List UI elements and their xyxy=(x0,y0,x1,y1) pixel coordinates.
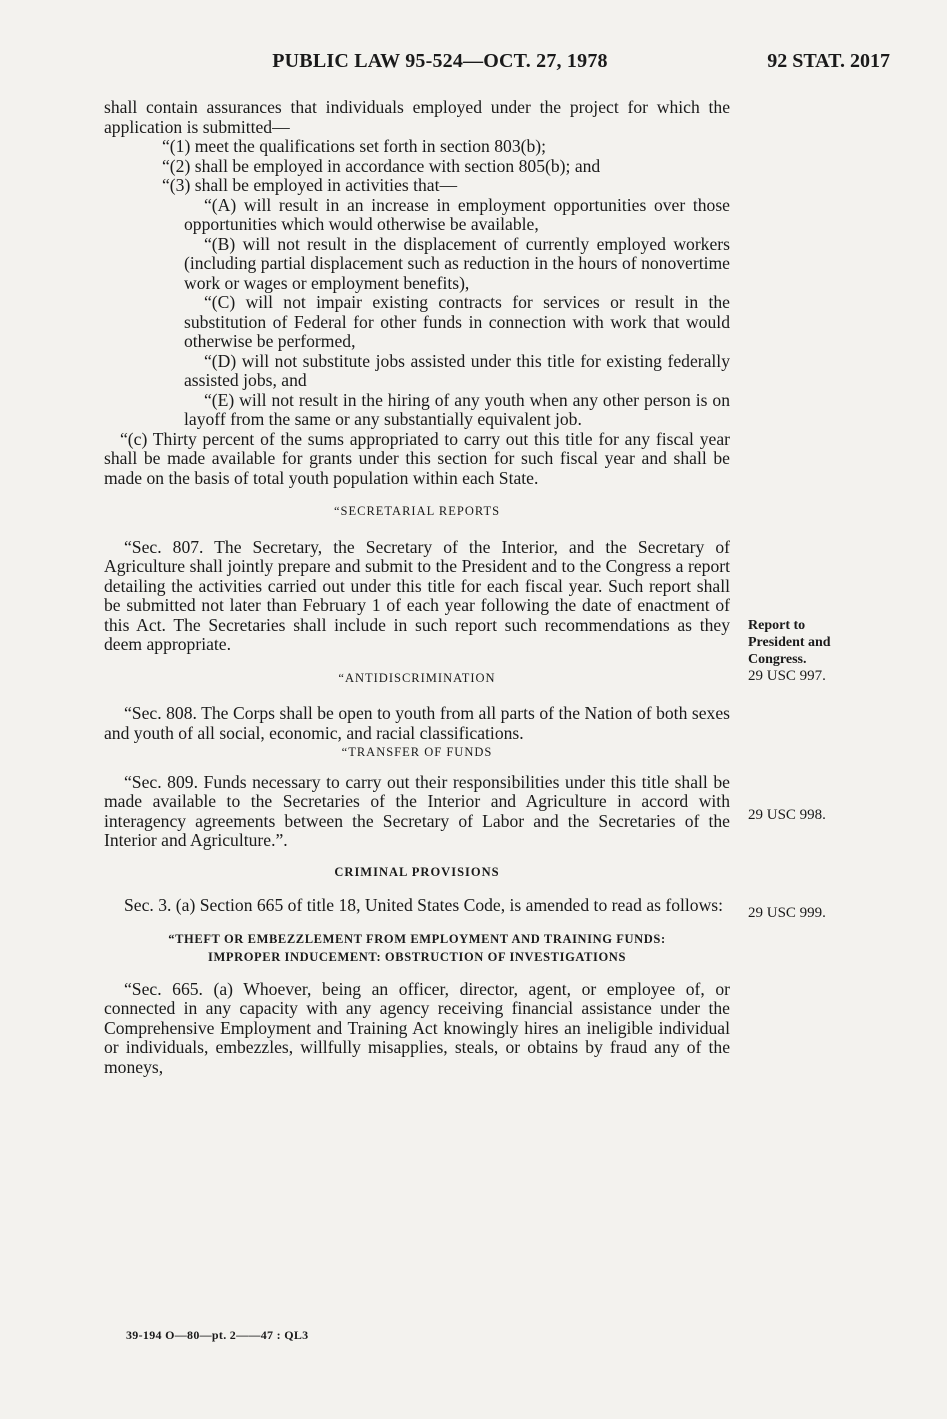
sub-item-c: “(C) will not impair existing contracts for services or result in the substitution of Federal for other funds in connection with work that would otherwise be performed, xyxy=(184,292,730,351)
margin-report-line-3: Congress. xyxy=(748,652,807,667)
sub-item-a: “(A) will result in an increase in employment opportunities over those opportunities which would otherwise be available, xyxy=(184,194,730,234)
section-808: “Sec. 808. The Corps shall be open to youth from all parts of the Nation of both sexes and youth of all social, economic, and racial classifications. xyxy=(104,703,730,743)
sub-item-e: “(E) will not result in the hiring of any youth when any other person is on layoff from the same or any substantially equivalent job. xyxy=(184,389,730,429)
page-header-title: PUBLIC LAW 95-524—OCT. 27, 1978 xyxy=(272,50,608,72)
margin-note-usc-998: 29 USC 998. xyxy=(748,807,826,823)
paragraph-c: “(c) Thirty percent of the sums appropriated to carry out this title for any fiscal year shall be made available for grants under this section for such fiscal year and shall be made on the basis of total youth population within each State. xyxy=(104,428,730,488)
margin-report-line-2: President and xyxy=(748,635,831,650)
heading-theft-line-2: IMPROPER INDUCEMENT: OBSTRUCTION OF INVESTIGATIONS xyxy=(207,949,626,964)
page-header-stat: 92 STAT. 2017 xyxy=(767,50,890,72)
heading-theft-embezzlement xyxy=(104,930,730,966)
document-body xyxy=(104,98,730,1077)
margin-note-report xyxy=(748,617,858,685)
sub-item-d: “(D) will not substitute jobs assisted under this title for existing federally assisted jobs, and xyxy=(184,350,730,390)
margin-report-line-1: Report to xyxy=(748,618,806,633)
heading-criminal-provisions: CRIMINAL PROVISIONS xyxy=(334,864,500,879)
list-item-2: “(2) shall be employed in accordance with section 805(b); and xyxy=(162,155,601,176)
sub-item-b: “(B) will not result in the displacement of currently employed workers (including partial displacement such as reduction in the hours of nonovertime work or wages or employment benefits), xyxy=(184,233,730,293)
section-809: “Sec. 809. Funds necessary to carry out their responsibilities under this title shall be made available to the Secretaries of the Interior and Agriculture in accord with interagency agreements between the Secretary of Labor and the Secretaries of the Interior and Agriculture.”. xyxy=(104,771,730,850)
heading-antidiscrimination: “ANTIDISCRIMINATION xyxy=(338,670,496,685)
section-3: Sec. 3. (a) Section 665 of title 18, United States Code, is amended to read as follows: xyxy=(124,895,724,915)
heading-theft-line-1: “THEFT OR EMBEZZLEMENT FROM EMPLOYMENT AND TRAINING FUNDS: xyxy=(168,931,666,946)
section-665: “Sec. 665. (a) Whoever, being an officer, director, agent, or employee of, or connected in any capacity with any agency receiving financial assistance under the Comprehensive Employment and Training Act knowingly hires an ineligible individual or individuals, embezzles, willfully misapplies, steals, or obtains by fraud any of the moneys, xyxy=(104,978,730,1077)
section-807: “Sec. 807. The Secretary, the Secretary of the Interior, and the Secretary of Agriculture shall jointly prepare and submit to the President and to the Congress a report detailing the activities carried out under this title for each fiscal year. Such report shall be submitted not later than February 1 of each year following the date of enactment of this Act. The Secretaries shall include in such report such recommendations as they deem appropriate. xyxy=(104,536,730,654)
list-item-3: “(3) shall be employed in activities that— xyxy=(162,175,458,195)
page-footer-code: 39-194 O—80—pt. 2——47 : QL3 xyxy=(126,1328,309,1342)
intro-paragraph: shall contain assurances that individuals employed under the project for which the application is submitted— xyxy=(104,97,730,137)
margin-note-usc-999: 29 USC 999. xyxy=(748,905,826,921)
heading-transfer-of-funds: “TRANSFER OF FUNDS xyxy=(341,745,493,759)
margin-report-usc: 29 USC 997. xyxy=(748,668,826,684)
list-item-1: “(1) meet the qualifications set forth in section 803(b); xyxy=(162,136,547,156)
heading-secretarial-reports: “SECRETARIAL REPORTS xyxy=(333,504,501,518)
